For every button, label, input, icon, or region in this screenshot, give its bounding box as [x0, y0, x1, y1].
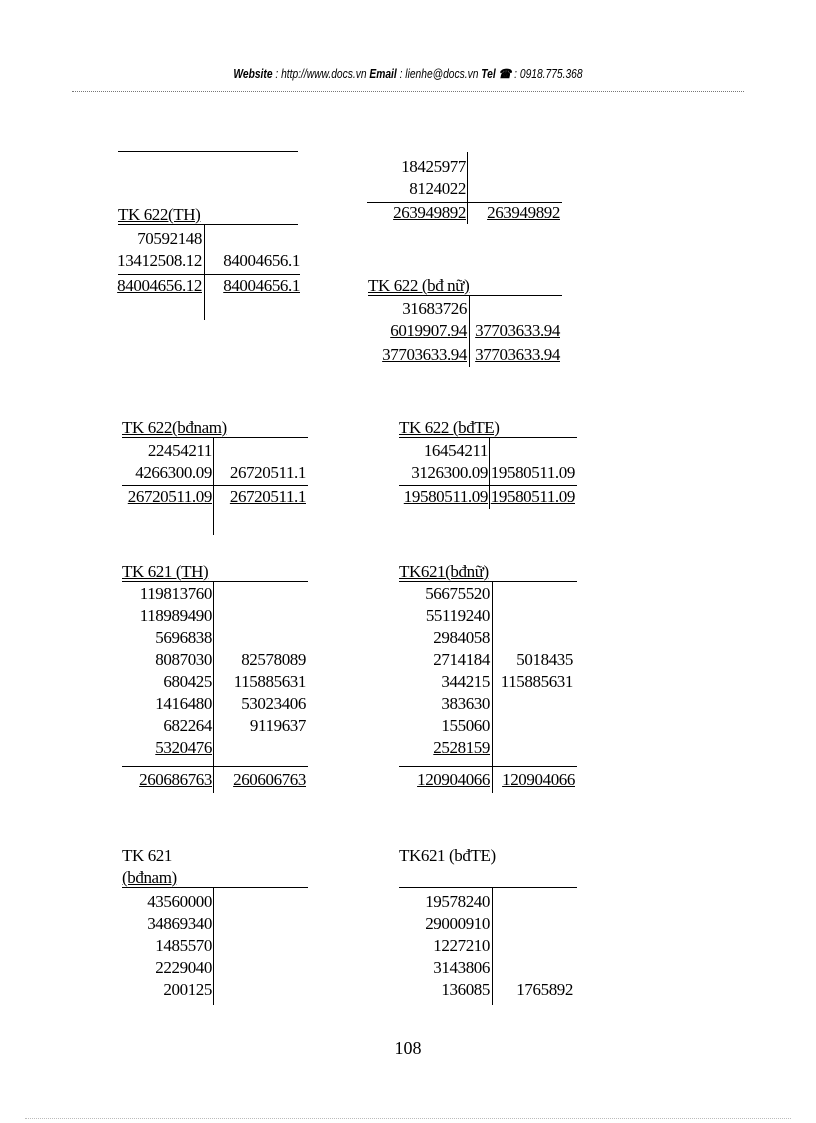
debit-value: 55119240 [425, 606, 490, 625]
table-row [118, 250, 300, 272]
t-account [118, 204, 300, 324]
debit-value: 19578240 [425, 892, 490, 911]
page-header [73, 66, 742, 81]
table-row [399, 693, 577, 715]
debit-value: 680425 [163, 672, 212, 691]
debit-total: 260686763 [139, 770, 212, 789]
debit-value: 34869340 [147, 914, 212, 933]
credit-value: 82578089 [241, 650, 306, 669]
table-row [399, 935, 577, 957]
table-row [122, 913, 308, 935]
credit-value: 9119637 [249, 716, 306, 735]
debit-total: 26720511.09 [127, 487, 212, 506]
table-row [399, 583, 577, 605]
table-row [399, 671, 577, 693]
footer-rule [25, 1118, 791, 1119]
t-account [122, 561, 308, 801]
table-row [122, 440, 308, 462]
table-row [118, 228, 300, 250]
credit-total: 84004656.1 [223, 276, 300, 295]
credit-total: 19580511.09 [490, 487, 575, 506]
debit-value: 2229040 [155, 958, 212, 977]
t-account [399, 561, 577, 801]
debit-total: 84004656.12 [117, 276, 202, 295]
credit-value: 5018435 [516, 650, 573, 669]
debit-value: 200125 [163, 980, 212, 999]
account-top-line [118, 224, 298, 225]
table-row [122, 935, 308, 957]
sum-line [122, 766, 308, 767]
debit-value: 5696838 [155, 628, 212, 647]
debit-value: 136085 [441, 980, 490, 999]
account-top-line [399, 581, 577, 582]
account-title: TK621(bđnữ) [399, 562, 489, 581]
debit-value: 119813760 [139, 584, 212, 603]
table-row [122, 957, 308, 979]
debit-value: 22454211 [147, 441, 212, 460]
credit-value: 115885631 [500, 672, 573, 691]
credit-value: 84004656.1 [223, 251, 300, 270]
table-row [399, 649, 577, 671]
table-row [368, 298, 562, 320]
credit-total: 120904066 [502, 770, 575, 789]
debit-value: 6019907.94 [390, 321, 467, 340]
debit-value: 56675520 [425, 584, 490, 603]
account-title: TK 621 [122, 846, 173, 865]
debit-value: 1485570 [155, 936, 212, 955]
account-top-line [122, 887, 308, 888]
debit-total: 120904066 [417, 770, 490, 789]
sum-line [399, 766, 577, 767]
credit-value: 53023406 [241, 694, 306, 713]
table-row [399, 737, 577, 759]
t-account [399, 417, 577, 517]
account-title-suffix: (bđnam) [122, 868, 177, 887]
tel-label: Tel [481, 67, 496, 81]
table-row [399, 462, 577, 484]
t-account [122, 417, 308, 537]
table-row [122, 583, 308, 605]
email-value: : lienhe@docs.vn [399, 67, 479, 81]
table-row [399, 979, 577, 1001]
header-rule [72, 91, 744, 92]
total-row [399, 486, 577, 508]
debit-value: 682264 [163, 716, 212, 735]
debit-value: 1227210 [433, 936, 490, 955]
debit-value: 1416480 [155, 694, 212, 713]
table-row [122, 649, 308, 671]
credit-total: 37703633.94 [475, 345, 560, 364]
table-row [122, 605, 308, 627]
debit-value: 16454211 [423, 441, 488, 460]
tel-value: : 0918.775.368 [514, 67, 583, 81]
table-row [399, 440, 577, 462]
t-account [122, 845, 308, 1010]
table-row [122, 671, 308, 693]
account-title: TK621 (bđTE) [399, 846, 496, 865]
account-title: TK 622(TH) [118, 205, 201, 224]
debit-value: 4266300.09 [135, 463, 212, 482]
debit-value: 2714184 [433, 650, 490, 669]
account-top-line [122, 581, 308, 582]
credit-total: 260606763 [233, 770, 306, 789]
account-title: TK 622 (bđ nữ) [368, 276, 470, 295]
debit-value: 3126300.09 [411, 463, 488, 482]
table-row [122, 891, 308, 913]
blank-title-line [118, 151, 298, 152]
debit-value: 383630 [441, 694, 490, 713]
account-top-line [122, 437, 308, 438]
account-top-line [399, 437, 577, 438]
email-label: Email [369, 67, 397, 81]
page-number: 108 [394, 1038, 422, 1058]
debit-value: 43560000 [147, 892, 212, 911]
total-row [368, 344, 562, 366]
account-title: TK 621 (TH) [122, 562, 209, 581]
debit-value: 13412508.12 [117, 251, 202, 270]
debit-value: 31683726 [402, 299, 467, 318]
table-row [122, 693, 308, 715]
debit-value: 155060 [441, 716, 490, 735]
t-account [399, 845, 577, 1010]
website-label: Website [233, 67, 273, 81]
account-title: TK 622 (bđTE) [399, 418, 500, 437]
table-row [399, 891, 577, 913]
table-row [367, 156, 562, 178]
debit-total: 19580511.09 [403, 487, 488, 506]
credit-value: 26720511.1 [229, 463, 306, 482]
debit-value: 29000910 [425, 914, 490, 933]
t-account-continued [367, 156, 562, 226]
table-row [367, 178, 562, 200]
total-row [118, 275, 300, 297]
credit-total: 263949892 [487, 203, 560, 222]
table-row [122, 979, 308, 1001]
table-row [122, 715, 308, 737]
website-value: : http://www.docs.vn [275, 67, 367, 81]
credit-value: 37703633.94 [475, 321, 560, 340]
credit-value: 19580511.09 [490, 463, 575, 482]
debit-value: 5320476 [155, 738, 212, 757]
debit-value: 2528159 [433, 738, 490, 757]
credit-value: 1765892 [516, 980, 573, 999]
table-row [399, 627, 577, 649]
account-top-line [368, 295, 562, 296]
table-row [399, 913, 577, 935]
debit-value: 8124022 [409, 179, 466, 198]
credit-value: 115885631 [233, 672, 306, 691]
debit-value: 344215 [441, 672, 490, 691]
debit-value: 70592148 [137, 229, 202, 248]
table-row [399, 957, 577, 979]
table-row [122, 627, 308, 649]
table-row [122, 462, 308, 484]
debit-value: 18425977 [401, 157, 466, 176]
table-row [399, 605, 577, 627]
total-row [399, 769, 577, 791]
account-top-line [399, 887, 577, 888]
table-row [399, 715, 577, 737]
debit-value: 3143806 [433, 958, 490, 977]
phone-icon: ☎ [498, 67, 512, 81]
t-account [368, 275, 562, 375]
debit-value: 8087030 [155, 650, 212, 669]
total-row [122, 769, 308, 791]
debit-total: 263949892 [393, 203, 466, 222]
table-row [122, 737, 308, 759]
credit-total: 26720511.1 [229, 487, 306, 506]
account-title: TK 622(bđnam) [122, 418, 227, 437]
debit-total: 37703633.94 [382, 345, 467, 364]
total-row [367, 202, 562, 224]
debit-value: 118989490 [139, 606, 212, 625]
table-row [368, 320, 562, 342]
debit-value: 2984058 [433, 628, 490, 647]
total-row [122, 486, 308, 508]
